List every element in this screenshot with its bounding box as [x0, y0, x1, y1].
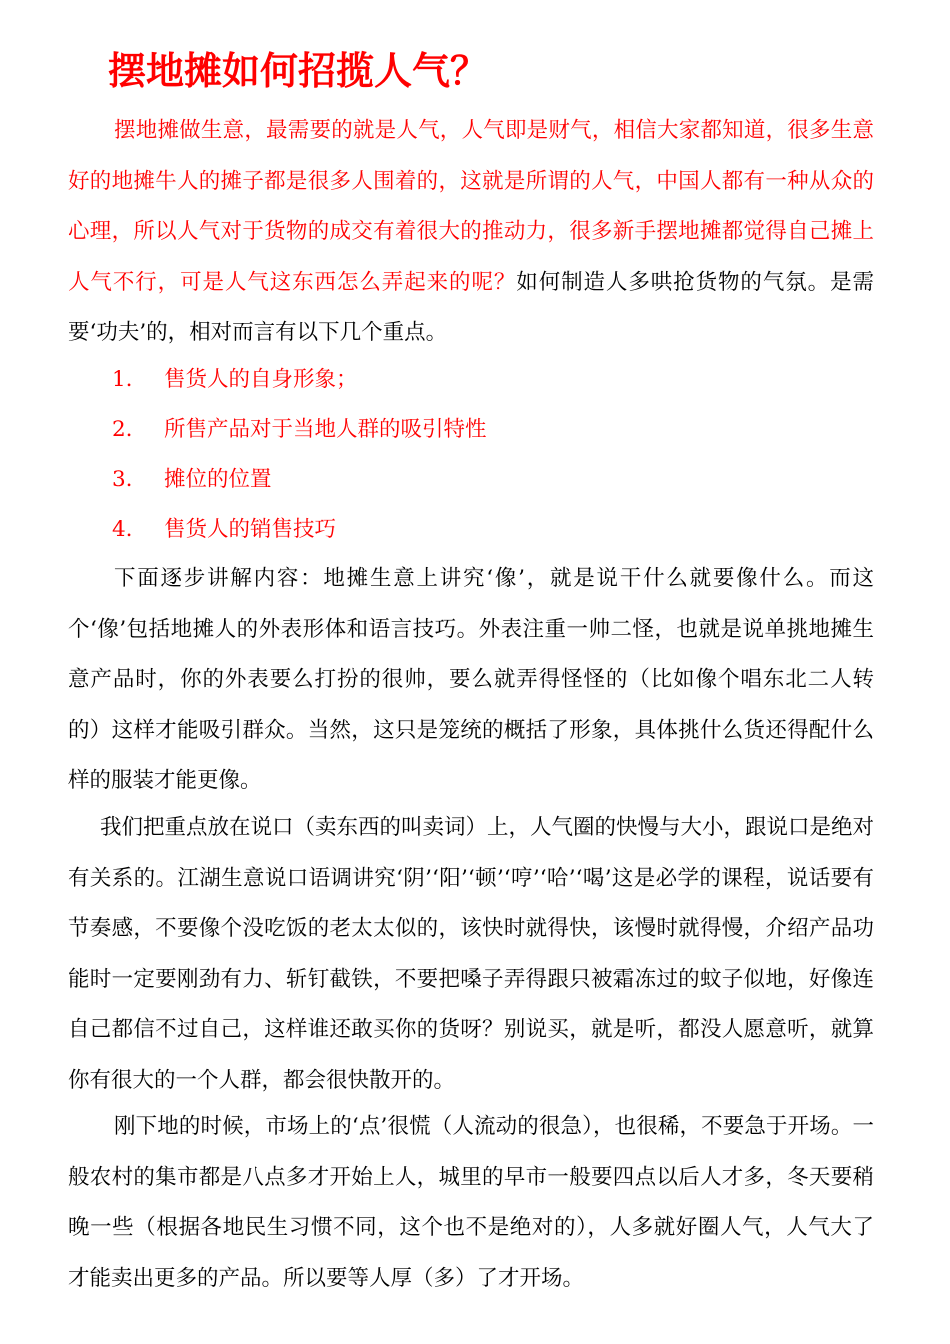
intro-paragraph [68, 106, 874, 359]
list-item-text: 售货人的销售技巧 [164, 517, 337, 542]
body-paragraph-timing: 刚下地的时候，市场上的‘点’很慌（人流动的很急），也很稀，不要急于开场。一般农村的集市都是八点多才开始上人，城里的早市一般要四点以后人才多，冬天要稍晚一些（根据各地民生习惯不同，这个也不是绝对的），人多就好圈人气，人气大了才能卖出更多的产品。所以要等人厚（多）了才开场。 [68, 1114, 874, 1291]
list-item [68, 355, 874, 405]
list-item [68, 505, 874, 555]
list-item [68, 455, 874, 505]
intro-black-text: 如何制造人多哄抢货物的气氛。是需要‘功夫’的，相对而言有以下几个重点。 [68, 269, 874, 345]
document-title: 摆地摊如何招揽人气？ [108, 48, 489, 93]
list-item-text: 摊位的位置 [164, 467, 272, 492]
list-item-number: 2. [112, 417, 133, 442]
list-item [68, 405, 874, 455]
list-item-text: 售货人的自身形象； [164, 367, 358, 392]
list-item-number: 1. [112, 367, 133, 392]
key-points-list [68, 355, 874, 555]
body-paragraph-sales-talk: 我们把重点放在说口（卖东西的叫卖词）上，人气圈的快慢与大小，跟说口是绝对有关系的。江湖生意说口语调讲究‘阴’‘阳’‘顿’‘哼’‘哈’‘喝’这是必学的课程，说话要有节奏感，不要像个没吃饭的老太太似的，该快时就得快，该慢时就得慢，介绍产品功能时一定要刚劲有力、斩钉截铁，不要把嗓子弄得跟只被霜冻过的蚊子似地，好像连自己都信不过自己，这样谁还敢买你的货呀？别说买，就是听，都没人愿意听，就算你有很大的一个人群，都会很快散开的。 [68, 815, 875, 1093]
list-item-number: 3. [112, 467, 133, 492]
list-item-text: 所售产品对于当地人群的吸引特性 [164, 417, 487, 442]
intro-red-text: 摆地摊做生意，最需要的就是人气，人气即是财气，相信大家都知道，很多生意好的地摊牛人的摊子都是很多人围着的，这就是所谓的人气，中国人都有一种从众的心理，所以人气对于货物的成交有着很大的推动力，很多新手摆地摊都觉得自己摊上人气不行，可是人气这东西怎么弄起来的呢？ [68, 118, 874, 295]
body-paragraph-image: 下面逐步讲解内容：地摊生意上讲究‘像’，就是说干什么就要像什么。而这个‘像’包括地摊人的外表形体和语言技巧。外表注重一帅二怪，也就是说单挑地摊生意产品时，你的外表要么打扮的很帅，要么就弄得怪怪的（比如像个唱东北二人转的）这样才能吸引群众。当然，这只是笼统的概括了形象，具体挑什么货还得配什么样的服装才能更像。 [68, 566, 874, 793]
list-item-number: 4. [112, 517, 133, 542]
